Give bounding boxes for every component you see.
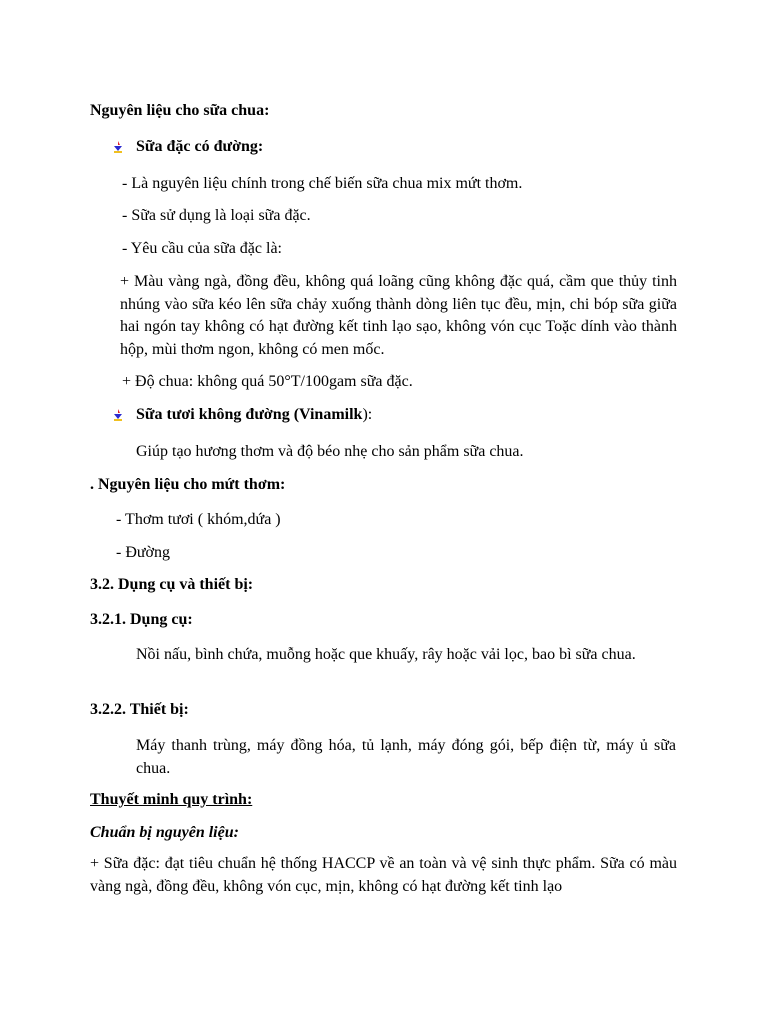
condensed-milk-color-requirement: + Màu vàng ngà, đồng đều, không quá loãng cũng không đặc quá, cầm que thủy tinh nhúng vào sữa kéo lên sữa chảy xuống thành dòng liên tục đều, mịn, chi bóp sữa giữa hai ngón tay không có hạt đường kết tinh lạo sạo, không vón cục Toặc dính vào thành hộp, mùi thơm ngon, không có men mốc. bbox=[120, 273, 677, 358]
condensed-milk-line-1: - Là nguyên liệu chính trong chế biến sữa chua mix mứt thơm. bbox=[122, 175, 523, 192]
section-3-2-2-heading: 3.2.2. Thiết bị: bbox=[90, 701, 189, 718]
prep-heading: Chuẩn bị nguyên liệu: bbox=[90, 824, 239, 841]
fresh-milk-description: Giúp tạo hương thơm và độ béo nhẹ cho sản phẩm sữa chua. bbox=[136, 443, 524, 460]
jam-item-pineapple: - Thơm tươi ( khóm,dứa ) bbox=[116, 511, 281, 528]
fresh-milk-title bbox=[136, 405, 372, 425]
section-3-2-1-heading: 3.2.1. Dụng cụ: bbox=[90, 611, 193, 628]
prep-text: + Sữa đặc: đạt tiêu chuẩn hệ thống HACCP về an toàn và vệ sinh thực phẩm. Sữa có màu vàng ngà, đồng đều, không vón cục, mịn, không có hạt đường kết tinh lạo bbox=[90, 855, 677, 895]
bullet-arrow-icon bbox=[113, 141, 123, 153]
condensed-milk-title: Sữa đặc có đường: bbox=[136, 138, 264, 155]
process-heading: Thuyết minh quy trình: bbox=[90, 791, 253, 808]
fresh-milk-title-bold: Sữa tươi không đường (Vinamilk bbox=[136, 406, 363, 423]
fresh-milk-title-tail: ): bbox=[362, 406, 373, 423]
condensed-milk-acidity: + Độ chua: không quá 50°T/100gam sữa đặc. bbox=[122, 373, 413, 390]
bullet-arrow-icon bbox=[113, 409, 123, 421]
condensed-milk-line-2: - Sữa sử dụng là loại sữa đặc. bbox=[122, 207, 311, 224]
jam-item-sugar: - Đường bbox=[116, 544, 171, 561]
section-3-2-heading: 3.2. Dụng cụ và thiết bị: bbox=[90, 576, 254, 593]
heading-jam-ingredients: . Nguyên liệu cho mứt thơm: bbox=[90, 476, 286, 493]
tools-text: Nồi nấu, bình chứa, muỗng hoặc que khuấy, rây hoặc vải lọc, bao bì sữa chua. bbox=[136, 646, 636, 663]
condensed-milk-line-3: - Yêu cầu của sữa đặc là: bbox=[122, 240, 282, 257]
heading-milk-ingredients: Nguyên liệu cho sữa chua: bbox=[90, 102, 270, 119]
equipment-text: Máy thanh trùng, máy đồng hóa, tủ lạnh, máy đóng gói, bếp điện từ, máy ủ sữa chua. bbox=[136, 737, 676, 777]
